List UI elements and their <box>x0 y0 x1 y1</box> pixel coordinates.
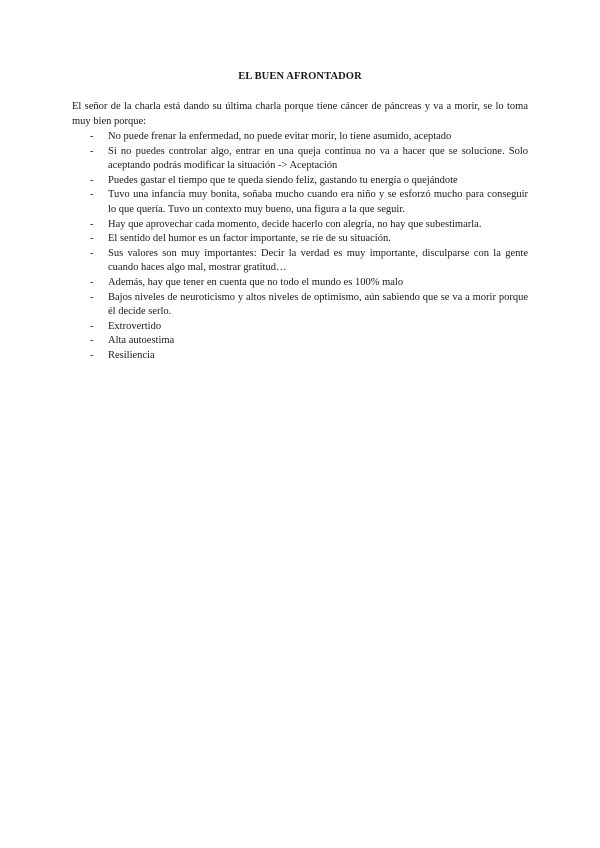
list-item-text: Puedes gastar el tiempo que te queda siendo feliz, gastando tu energía o quejándote <box>108 174 458 186</box>
bullet-dash: - <box>90 145 94 157</box>
list-item <box>72 145 528 174</box>
list-item-text: Bajos niveles de neuroticismo y altos niveles de optimismo, aún sabiendo que se va a morir porque él decide serlo. <box>108 291 528 318</box>
list-item-text: Si no puedes controlar algo, entrar en una queja continua no va a hacer que se solucione. Solo aceptando podrás modificar la situación -> Aceptación <box>108 145 528 172</box>
bullet-dash: - <box>90 218 94 230</box>
list-item <box>72 174 528 189</box>
list-item-text: Hay que aprovechar cada momento, decide hacerlo con alegría, no hay que subestimarla. <box>108 218 482 230</box>
bullet-dash: - <box>90 247 94 259</box>
list-item <box>72 334 528 349</box>
bullet-dash: - <box>90 174 94 186</box>
list-item <box>72 130 528 145</box>
list-item <box>72 218 528 233</box>
list-item-text: Sus valores son muy importantes: Decir la verdad es muy importante, disculparse con la gente cuando haces algo mal, mostrar gratitud… <box>108 247 528 274</box>
list-item-text: Además, hay que tener en cuenta que no todo el mundo es 100% malo <box>108 276 404 288</box>
intro-paragraph: El señor de la charla está dando su última charla porque tiene cáncer de páncreas y va a morir, se lo toma muy bien porque: <box>72 101 528 127</box>
bullet-dash: - <box>90 349 94 361</box>
list-item-text: Extrovertido <box>108 320 162 332</box>
list-item-text: El sentido del humor es un factor importante, se ríe de su situación. <box>108 233 391 245</box>
list-item <box>72 188 528 217</box>
list-item-text: Tuvo una infancia muy bonita, soñaba mucho cuando era niño y se esforzó mucho para conseguir lo que quería. Tuvo un contexto muy bueno, una figura a la que seguir. <box>108 189 528 215</box>
list-item <box>72 320 528 335</box>
list-item-text: Resiliencia <box>108 349 155 361</box>
list-item-text: No puede frenar la enfermedad, no puede evitar morir, lo tiene asumido, aceptado <box>108 131 452 142</box>
list-item-text: Alta autoestima <box>108 335 175 347</box>
list-item <box>72 276 528 291</box>
list-item <box>72 349 528 364</box>
bullet-dash: - <box>90 335 94 347</box>
bullet-dash: - <box>90 291 94 303</box>
list-item <box>72 291 528 320</box>
list-item <box>72 232 528 247</box>
bullet-list <box>72 130 528 364</box>
bullet-dash: - <box>90 233 94 245</box>
bullet-dash: - <box>90 131 94 142</box>
list-item <box>72 247 528 276</box>
bullet-dash: - <box>90 320 94 332</box>
document-title: EL BUEN AFRONTADOR <box>238 71 362 82</box>
bullet-dash: - <box>90 189 94 201</box>
bullet-dash: - <box>90 276 94 288</box>
